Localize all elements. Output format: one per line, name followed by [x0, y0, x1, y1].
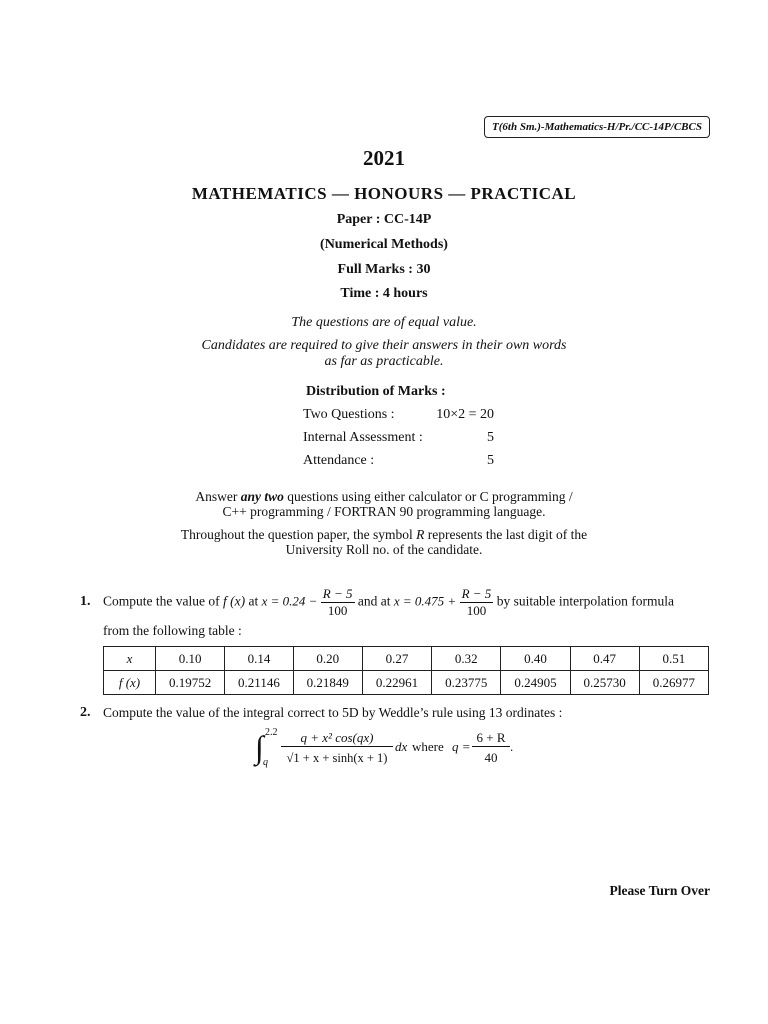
- answer-post: questions using either calculator or C programming /: [283, 489, 573, 504]
- distribution-row-questions: Two Questions :: [303, 407, 395, 422]
- q-equals: q =: [452, 739, 471, 754]
- answer-instruction-line1: [0, 489, 768, 504]
- table-cell: 0.26977: [639, 671, 708, 695]
- table-cell: 0.14: [225, 647, 293, 671]
- integral-lower-limit: q: [263, 757, 268, 768]
- q1-text-by: by suitable interpolation formula: [493, 593, 675, 609]
- distribution-value-attendance: 5: [487, 453, 494, 468]
- table-cell: 0.40: [501, 647, 570, 671]
- table-cell: 0.27: [362, 647, 431, 671]
- q1-frac1-num: R − 5: [322, 586, 353, 601]
- q1-fraction-2: [460, 586, 494, 619]
- equal-value-note: The questions are of equal value.: [291, 315, 477, 330]
- table-header-fx: f (x): [104, 671, 156, 695]
- q1-frac2-num: R − 5: [461, 586, 492, 601]
- table-cell: 0.24905: [501, 671, 570, 695]
- table-cell: 0.32: [432, 647, 501, 671]
- symbol-instruction-line1: [0, 527, 768, 542]
- please-turn-over: Please Turn Over: [609, 883, 710, 898]
- distribution-value-questions: 10×2 = 20: [436, 407, 494, 422]
- question-1-number: 1.: [80, 594, 91, 609]
- table-cell: 0.25730: [570, 671, 639, 695]
- symbol-R: R: [416, 527, 425, 542]
- q-numerator: 6 + R: [472, 729, 510, 747]
- q1-frac1-den: 100: [327, 603, 348, 618]
- table-cell: 0.47: [570, 647, 639, 671]
- integrand-numerator: q + x² cos(qx): [281, 729, 393, 747]
- q1-text-andat: and at: [354, 593, 394, 609]
- symbol-instruction: [0, 527, 768, 557]
- integral-sign: ∫: [255, 729, 264, 765]
- where-label: where: [412, 739, 444, 754]
- exam-title: MATHEMATICS — HONOURS — PRACTICAL: [191, 184, 577, 203]
- full-marks: Full Marks : 30: [337, 262, 431, 277]
- integral-dx: dx: [395, 739, 408, 754]
- question-1-text: [103, 586, 711, 619]
- answer-instruction: [0, 489, 768, 519]
- q1-x2: x = 0.475 +: [393, 593, 457, 609]
- distribution-row-internal: Internal Assessment :: [303, 430, 423, 445]
- question-2-text: Compute the value of the integral correct to 5D by Weddle’s rule using 13 ordinates :: [103, 705, 563, 720]
- question-2-number: 2.: [80, 705, 91, 720]
- q-period: .: [510, 739, 514, 754]
- symbol-pre: Throughout the question paper, the symbol: [180, 527, 417, 542]
- table-cell: 0.21849: [293, 671, 362, 695]
- time-allowed: Time : 4 hours: [340, 286, 428, 301]
- interpolation-table: [103, 646, 709, 695]
- table-row-x: [104, 647, 709, 671]
- symbol-instruction-line2: University Roll no. of the candidate.: [285, 542, 483, 557]
- exam-year: 2021: [363, 146, 405, 170]
- table-row-fx: [104, 671, 709, 695]
- integrand-denominator: √1 + x + sinh(x + 1): [286, 751, 388, 765]
- q1-func: f (x): [222, 593, 246, 609]
- table-cell: 0.20: [293, 647, 362, 671]
- own-words-line1: Candidates are required to give their answers in their own words: [201, 338, 567, 353]
- q1-fraction-1: [321, 586, 355, 619]
- answer-emphasis: any two: [240, 489, 284, 504]
- question-1-line2: from the following table :: [103, 623, 242, 638]
- own-words-note: [0, 338, 768, 370]
- table-cell: 0.21146: [225, 671, 293, 695]
- integral-expression: [255, 727, 525, 773]
- table-cell: 0.10: [156, 647, 225, 671]
- q1-frac2-den: 100: [466, 603, 487, 618]
- paper-label: Paper : CC-14P: [336, 212, 432, 227]
- own-words-line2: as far as practicable.: [324, 354, 444, 369]
- q-denominator: 40: [484, 750, 498, 765]
- answer-instruction-line2: C++ programming / FORTRAN 90 programming language.: [222, 504, 546, 519]
- distribution-heading: Distribution of Marks :: [306, 384, 446, 399]
- distribution-value-internal: 5: [487, 430, 494, 445]
- q1-text-at: at: [245, 593, 262, 609]
- table-cell: 0.23775: [432, 671, 501, 695]
- symbol-post: represents the last digit of the: [424, 527, 588, 542]
- table-cell: 0.51: [639, 647, 708, 671]
- answer-pre: Answer: [195, 489, 241, 504]
- table-cell: 0.19752: [156, 671, 225, 695]
- table-header-x: x: [104, 647, 156, 671]
- subject-label: (Numerical Methods): [320, 237, 448, 252]
- distribution-row-attendance: Attendance :: [303, 453, 375, 468]
- q1-text-a: Compute the value of: [103, 593, 223, 609]
- table-cell: 0.22961: [362, 671, 431, 695]
- paper-code: T(6th Sm.)-Mathematics-H/Pr./CC-14P/CBCS: [484, 116, 710, 138]
- integral-upper-limit: 2.2: [265, 727, 278, 738]
- q1-x1: x = 0.24 −: [261, 593, 318, 609]
